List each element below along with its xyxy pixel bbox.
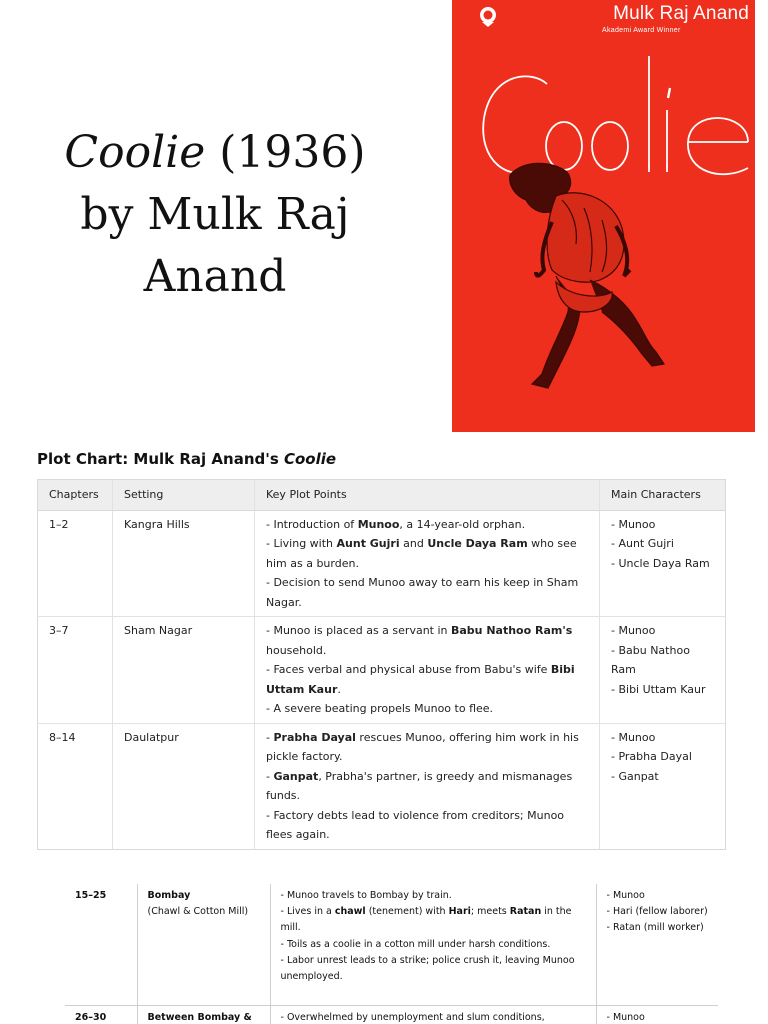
- header-key-plot-points: Key Plot Points: [255, 480, 600, 511]
- characters-cell: [600, 617, 726, 724]
- book-cover-image: [452, 0, 755, 432]
- plot-point: - Toils as a coolie in a cotton mill under harsh conditions.: [280, 938, 551, 950]
- setting-name: Between Bombay &: [147, 1011, 252, 1023]
- title-line-2: by Mulk Raj: [80, 189, 350, 240]
- plot-cell: [270, 1005, 596, 1024]
- character: - Aunt Gujri: [611, 537, 674, 550]
- setting-cell: [137, 1005, 270, 1024]
- header-chapters: Chapters: [38, 480, 113, 511]
- book-year: (1936): [205, 127, 366, 178]
- characters-cell: [600, 510, 726, 617]
- character: - Munoo: [606, 890, 645, 901]
- header-main-characters: Main Characters: [600, 480, 726, 511]
- character: - Babu Nathoo Ram: [611, 643, 690, 676]
- characters-cell: [596, 884, 718, 1005]
- plot-point: - Munoo is placed as a servant in Babu Nathoo Ram's household.: [266, 624, 573, 657]
- plot-point: - Decision to send Munoo away to earn his keep in Sham Nagar.: [266, 576, 579, 609]
- character: - Munoo: [611, 624, 656, 637]
- cover-award-label: Akademi Award Winner: [602, 27, 681, 34]
- table-row: [38, 617, 726, 724]
- plot-cell: [255, 723, 600, 849]
- character: - Munoo: [611, 730, 656, 744]
- setting-cell: Sham Nagar: [113, 617, 255, 724]
- plot-cell: [270, 884, 596, 1005]
- plot-point: - A severe beating propels Munoo to flee.: [266, 702, 494, 715]
- table-row: [65, 1005, 718, 1024]
- header-setting: Setting: [113, 480, 255, 511]
- characters-cell: [596, 1005, 718, 1024]
- plot-cell: [255, 510, 600, 617]
- setting-detail: (Chawl & Cotton Mill): [147, 906, 249, 918]
- table-row: [65, 884, 718, 1005]
- table-row: [38, 723, 726, 849]
- setting-cell: Daulatpur: [113, 723, 255, 849]
- cover-author-name: Mulk Raj Anand: [613, 3, 749, 24]
- table-row: [38, 510, 726, 617]
- plot-chart-heading: [37, 450, 336, 468]
- plot-point: - Living with Aunt Gujri and Uncle Daya Ram who see him as a burden.: [266, 537, 577, 570]
- character: - Munoo: [611, 517, 656, 531]
- running-figure-illustration: [510, 163, 664, 388]
- chapters-cell: 26–30: [75, 1011, 107, 1023]
- plot-point: - Factory debts lead to violence from creditors; Munoo flees again.: [266, 808, 565, 841]
- heading-prefix: Plot Chart: Mulk Raj Anand's: [37, 450, 284, 468]
- plot-cell: [255, 617, 600, 724]
- character: - Hari (fellow laborer): [606, 906, 708, 918]
- plot-point: - Munoo travels to Bombay by train.: [280, 890, 452, 901]
- characters-cell: [600, 723, 726, 849]
- plot-point: - Ganpat, Prabha's partner, is greedy and mismanages funds.: [266, 769, 573, 802]
- cover-artwork: [452, 0, 755, 432]
- character: - Uncle Daya Ram: [611, 556, 710, 570]
- character: - Ganpat: [611, 769, 659, 783]
- presentation-title: [20, 122, 410, 308]
- setting-name: Bombay: [147, 890, 191, 901]
- plot-point: - Overwhelmed by unemployment and slum conditions,: [280, 1011, 545, 1023]
- publisher-logo-icon: [480, 7, 496, 27]
- character: - Prabha Dayal: [611, 750, 692, 763]
- chapters-cell: 1–2: [38, 510, 113, 617]
- character: - Bibi Uttam Kaur: [611, 682, 706, 696]
- plot-chart-table: [37, 479, 726, 850]
- setting-cell: [137, 884, 270, 1005]
- plot-point: - Faces verbal and physical abuse from Babu's wife Bibi Uttam Kaur.: [266, 663, 575, 696]
- title-line-3: Anand: [143, 251, 287, 302]
- chapters-cell: 8–14: [38, 723, 113, 849]
- character: - Munoo: [606, 1011, 645, 1023]
- cover-title-lettering: [483, 56, 748, 174]
- heading-book-title: Coolie: [283, 450, 337, 468]
- chapters-cell: 15–25: [65, 884, 137, 1005]
- plot-point: - Prabha Dayal rescues Munoo, offering him work in his pickle factory.: [266, 730, 579, 763]
- chapters-cell: 3–7: [38, 617, 113, 724]
- plot-point: - Labor unrest leads to a strike; police crush it, leaving Munoo unemployed.: [280, 954, 575, 983]
- plot-chart-table-continued: [65, 884, 718, 1024]
- book-title: Coolie: [64, 127, 206, 178]
- plot-point: - Introduction of Munoo, a 14-year-old orphan.: [266, 517, 526, 531]
- setting-cell: Kangra Hills: [113, 510, 255, 617]
- character: - Ratan (mill worker): [606, 922, 704, 934]
- title-line-1: [20, 122, 410, 184]
- plot-point: - Lives in a chawl (tenement) with Hari; meets Ratan in the mill.: [280, 906, 572, 934]
- table-header-row: [38, 480, 726, 511]
